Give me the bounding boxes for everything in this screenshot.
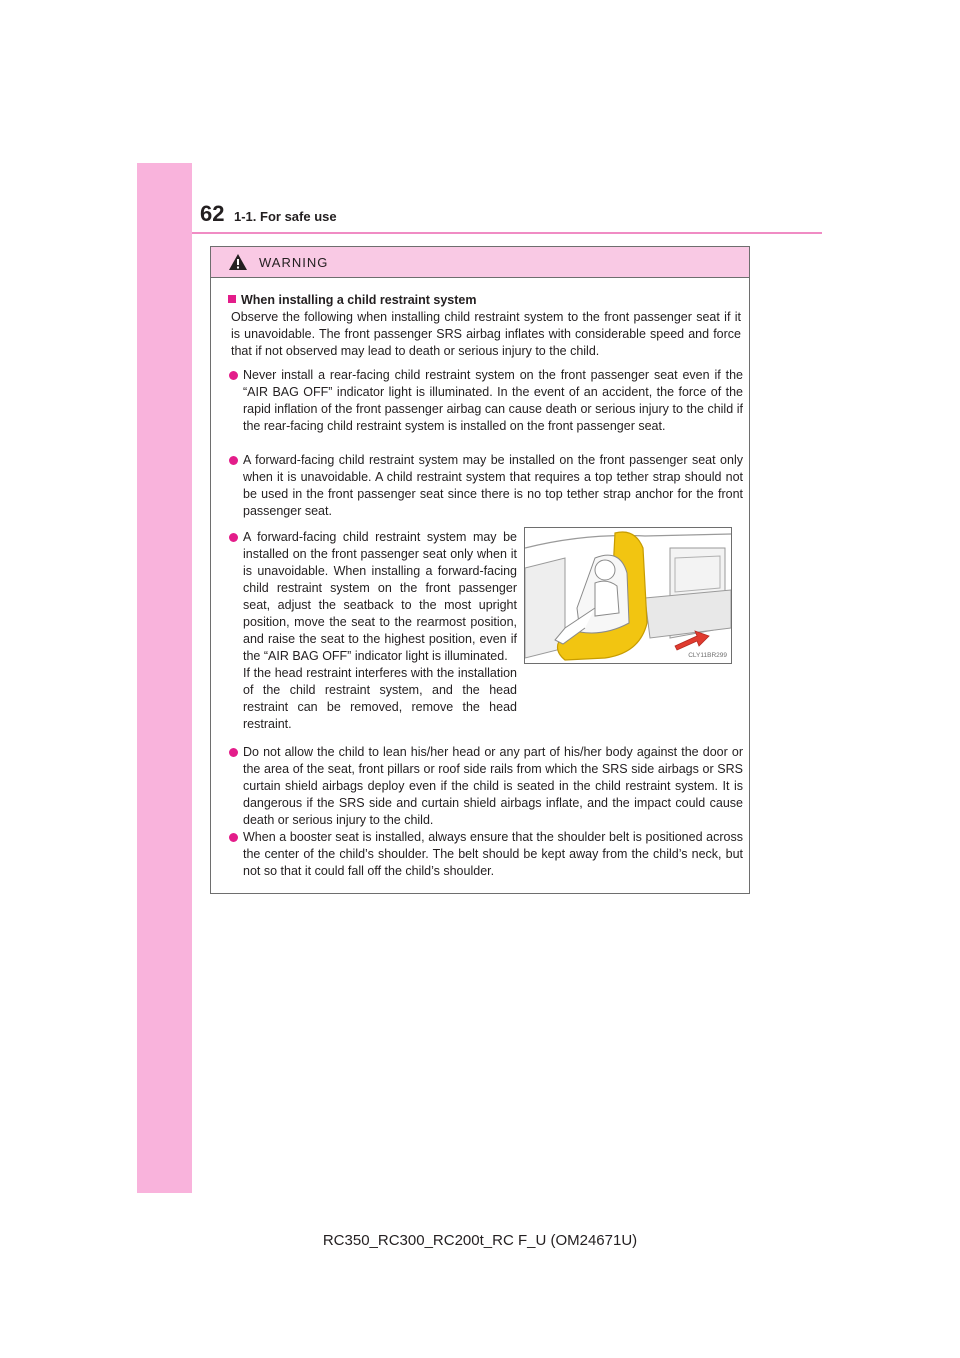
warning-title: WARNING xyxy=(259,254,329,270)
bullet-text: Never install a rear-facing child restraint system on the front passenger seat even if the “AIR BAG OFF” indicator light is illuminated. In the event of an accident, the force of the rapid inflation of the front passenger airbag can cause death or serious injury to the child if the rear-facing child restraint system is installed on the front passenger seat. xyxy=(243,368,743,433)
bullet-dot-icon xyxy=(229,371,238,380)
bullet-dot-icon xyxy=(229,748,238,757)
bullet-text: A forward-facing child restraint system may be installed on the front passenger seat only when it is unavoidable. When installing a forward-facing child restraint system on the front passenger seat, adjust the seatback to the most upright position, move the seat to the rearmost position, and raise the seat to the highest position, even if the “AIR BAG OFF” indicator light is illuminated. xyxy=(243,530,517,663)
bullet-item xyxy=(229,829,743,880)
bullet-text: When a booster seat is installed, always ensure that the shoulder belt is positioned across the center of the child’s shoulder. The belt should be kept away from the child’s neck, but not so that it could fall off the child’s shoulder. xyxy=(243,830,743,878)
warning-header xyxy=(211,247,749,278)
warning-triangle-icon xyxy=(229,254,247,270)
section-title: 1-1. For safe use xyxy=(234,209,337,224)
intro-paragraph: Observe the following when installing child restraint system to the front passenger seat if it is unavoidable. The front passenger SRS airbag inflates with considerable speed and force that if not observed may lead to death or serious injury to the child. xyxy=(231,310,741,358)
bullet-item xyxy=(229,367,743,435)
header-rule xyxy=(192,232,822,234)
warning-box xyxy=(210,246,750,894)
child-seat-illustration xyxy=(524,527,732,664)
figure-code: CLY11BR299 xyxy=(688,652,727,659)
square-bullet-icon xyxy=(228,295,236,303)
bullet-text: A forward-facing child restraint system may be installed on the front passenger seat only when it is unavoidable. A child restraint system that requires a top tether strap should not be used in the front passenger seat since there is no top tether strap anchor for the front passenger seat. xyxy=(243,453,743,518)
page-number: 62 xyxy=(200,201,225,226)
model-footer: RC350_RC300_RC200t_RC F_U (OM24671U) xyxy=(322,1232,638,1249)
bullet-dot-icon xyxy=(229,456,238,465)
subheading xyxy=(228,293,476,307)
bullet-dot-icon xyxy=(229,833,238,842)
subheading-text: When installing a child restraint system xyxy=(241,293,477,307)
bullet-continuation: If the head restraint interferes with the installation of the child restraint system, and the head restraint can be removed, remove the head restraint. xyxy=(243,666,517,731)
bullet-item xyxy=(229,744,743,829)
bullet-dot-icon xyxy=(229,533,238,542)
bullet-item xyxy=(229,529,517,733)
bullet-text: Do not allow the child to lean his/her head or any part of his/her body against the door or the area of the seat, front pillars or roof side rails from which the SRS side airbags or SRS curtain shield airbags deploy even if the child is seated in the child restraint system. It is dangerous if the SRS side and curtain shield airbags inflate, and the impact could cause death or serious injury to the child. xyxy=(243,745,743,827)
bullet-item xyxy=(229,452,743,520)
sidebar-tab xyxy=(137,163,192,1193)
